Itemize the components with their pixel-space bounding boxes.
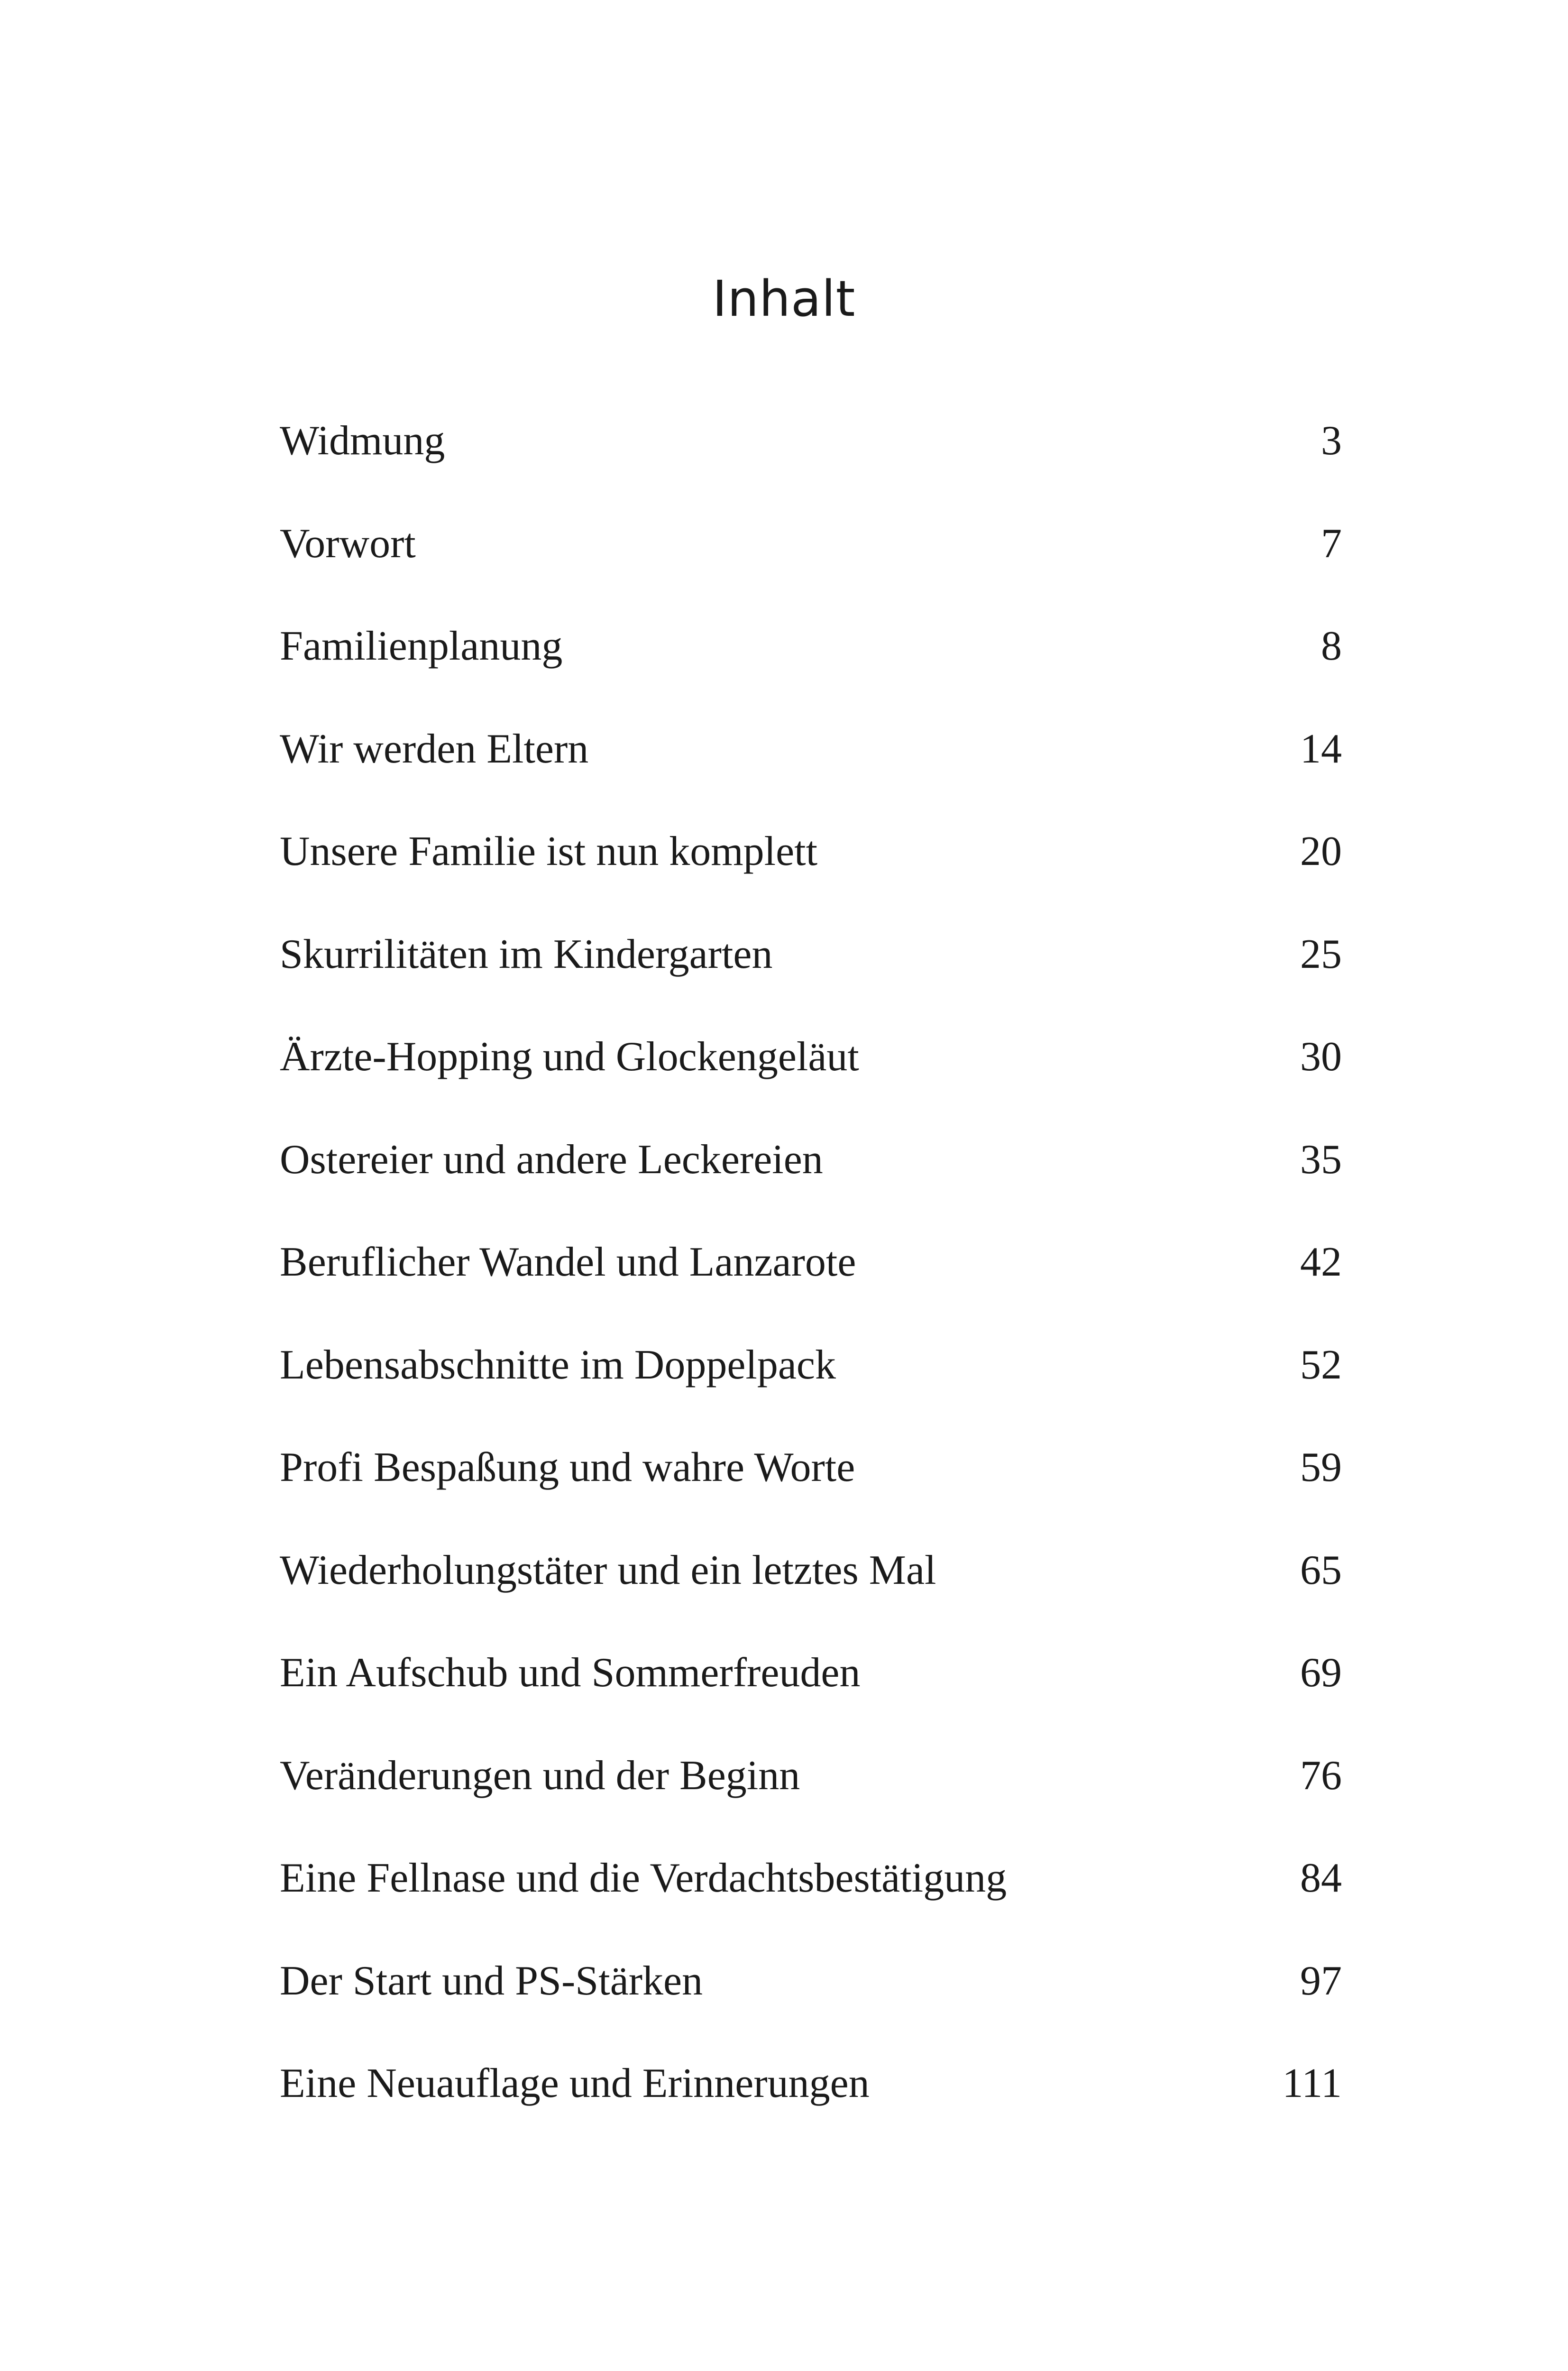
toc-entry-title: Der Start und PS-Stärken: [280, 1957, 703, 2004]
toc-entry-page: 97: [1300, 1957, 1342, 2004]
toc-entry: [280, 1234, 1342, 1337]
toc-entry-page: 30: [1300, 1034, 1342, 1080]
toc-entry-title: Ein Aufschub und Sommerfreuden: [280, 1650, 861, 1696]
toc-entry: [280, 1542, 1342, 1645]
toc-entry: [280, 1645, 1342, 1747]
toc-entry-page: 42: [1300, 1239, 1342, 1285]
toc-entry-title: Veränderungen und der Beginn: [280, 1752, 800, 1799]
toc-entry: [280, 1029, 1342, 1131]
toc-entry: [280, 1131, 1342, 1234]
toc-entry-title: Ärzte-Hopping und Glockengeläut: [280, 1034, 859, 1080]
toc-entry: [280, 2055, 1342, 2158]
toc-entry-title: Familienplanung: [280, 623, 563, 669]
toc-entry: [280, 413, 1342, 515]
toc-entry-page: 65: [1300, 1547, 1342, 1593]
toc-entry: [280, 823, 1342, 926]
toc-entry-title: Beruflicher Wandel und Lanzarote: [280, 1239, 856, 1285]
toc-entry-page: 14: [1300, 726, 1342, 772]
toc-entry-title: Ostereier und andere Leckereien: [280, 1136, 823, 1183]
toc-entry-title: Wiederholungstäter und ein letztes Mal: [280, 1547, 936, 1593]
toc-entry-page: 69: [1300, 1650, 1342, 1696]
toc-entry-title: Wir werden Eltern: [280, 726, 589, 772]
toc-entry-title: Vorwort: [280, 520, 416, 567]
toc-entry-title: Eine Fellnase und die Verdachtsbestätigung: [280, 1855, 1007, 1901]
toc-entry: [280, 618, 1342, 721]
toc-entry-page: 111: [1282, 2060, 1342, 2106]
toc-entry-page: 35: [1300, 1136, 1342, 1183]
toc-entry-page: 76: [1300, 1752, 1342, 1799]
toc-entry-page: 8: [1321, 623, 1342, 669]
toc-entry-page: 7: [1321, 520, 1342, 567]
toc-entry-page: 59: [1300, 1444, 1342, 1490]
toc-entry-page: 20: [1300, 828, 1342, 874]
toc-entry: [280, 1953, 1342, 2056]
toc-entry-page: 84: [1300, 1855, 1342, 1901]
toc-entry-title: Profi Bespaßung und wahre Worte: [280, 1444, 855, 1490]
toc-entry-page: 52: [1300, 1342, 1342, 1388]
toc-entry: [280, 1747, 1342, 1850]
toc-entry: [280, 1850, 1342, 1953]
toc-entry: [280, 515, 1342, 618]
toc-entry: [280, 721, 1342, 824]
toc-entry-title: Skurrilitäten im Kindergarten: [280, 931, 773, 977]
page-title: Inhalt: [712, 270, 856, 328]
toc-entry-title: Lebensabschnitte im Doppelpack: [280, 1342, 836, 1388]
toc-entry: [280, 926, 1342, 1029]
toc-entry: [280, 1439, 1342, 1542]
toc-entry-page: 25: [1300, 931, 1342, 977]
toc-entry-title: Unsere Familie ist nun komplett: [280, 828, 818, 874]
toc-entry-title: Eine Neuauflage und Erinnerungen: [280, 2060, 870, 2106]
toc-entry: [280, 1337, 1342, 1440]
table-of-contents: [280, 413, 1342, 2158]
toc-entry-page: 3: [1321, 418, 1342, 464]
toc-entry-title: Widmung: [280, 418, 445, 464]
